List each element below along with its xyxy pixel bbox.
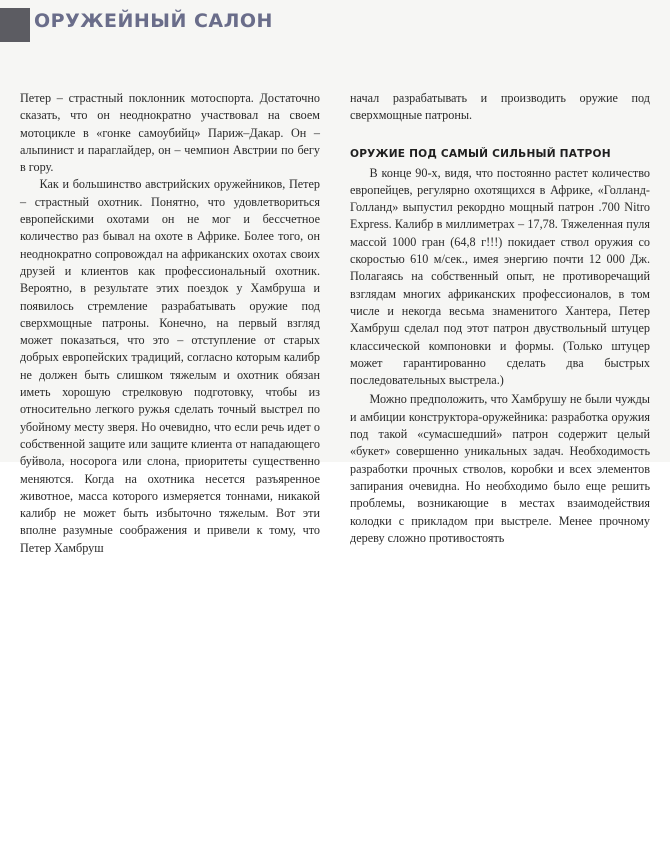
paragraph-continuation: начал разрабатывать и производить оружие под сверхмощные патроны.: [350, 91, 650, 123]
left-column: [20, 90, 320, 557]
page-header: [0, 0, 670, 48]
paragraph: Как и большинство австрийских оружейников, Петер – страстный охотник. Понятно, что удовлетвориться европейскими охотами он не мог и бессчетное количество раз бывал на охоте в Африке. Более того, он неоднократно сопровождал на африканских охотах своих друзей и клиентов как профессиональный охотник. Вероятно, в результате этих поездок у Хамбруша и появилось стремление разрабатывать оружие под сверхмощные патроны. Конечно, на первый взгляд может показаться, что это – отступление от старых добрых европейских традиций, согласно которым калибр не должен быть слишком тяжелым и охотник обязан иметь хорошую стрелковую подготовку, чтобы из относительно легкого ружья сделать точный выстрел по убойному месту зверя. Но очевидно, что если речь идет о собственной защите или защите клиента от нападающего буйвола, носорога или слона, приоритеты существенно меняются. Когда на охотника несется разъяренное животное, масса которого измеряется тоннами, никакой калибр не может быть избыточно тяжелым. Вот эти вполне разумные соображения и привели к тому, что Петер Хамбруш: [20, 177, 320, 555]
section-heading: ОРУЖИЕ ПОД САМЫЙ СИЛЬНЫЙ ПАТРОН: [350, 147, 611, 160]
right-column: [350, 90, 650, 547]
section-title: ОРУЖЕЙНЫЙ САЛОН: [34, 10, 273, 32]
paragraph: Петер – страстный поклонник мотоспорта. Достаточно сказать, что он неоднократно участвовал на своем мотоцикле в «гонке самоубийц» Париж–Дакар. Он – альпинист и параглайдер, он – чемпион Австрии по бегу в гору.: [20, 91, 320, 175]
paragraph: В конце 90-х, видя, что постоянно растет количество европейцев, регулярно охотящихся в Африке, «Голланд-Голланд» выпустил рекордно мощный патрон .700 Nitro Express. Калибр в миллиметрах – 17,78. Тяжеленная пуля массой 1000 гран (64,8 г!!!) покидает ствол оружия со скоростью 610 м/сек., имея энергию почти 12 000 Дж. Полагаясь на собственный опыт, не противоречащий взглядам многих африканских профессионалов, в том числе и некогда весьма знаменитого Хантера, Петер Хамбруш сделал под этот патрон двуствольный штуцер классической компоновки и формы. (Только штуцер может гарантированно сделать два быстрых последовательных выстрела.): [350, 165, 650, 388]
header-accent-bar: [0, 8, 30, 42]
paragraph: Можно предположить, что Хамбрушу не были чужды и амбиции конструктора-оружейника: разработка оружия под такой «сумасшедший» патрон содержит целый «букет» совершенно уникальных задач. Необходимость разработки прочных стволов, коробки и всех элементов запирания очевидна. Но необходимо было еще решить проблемы, возникающие в местах взаимодействия колодки с прикладом при выстреле. Менее прочному дереву сложно противостоять: [350, 392, 650, 545]
